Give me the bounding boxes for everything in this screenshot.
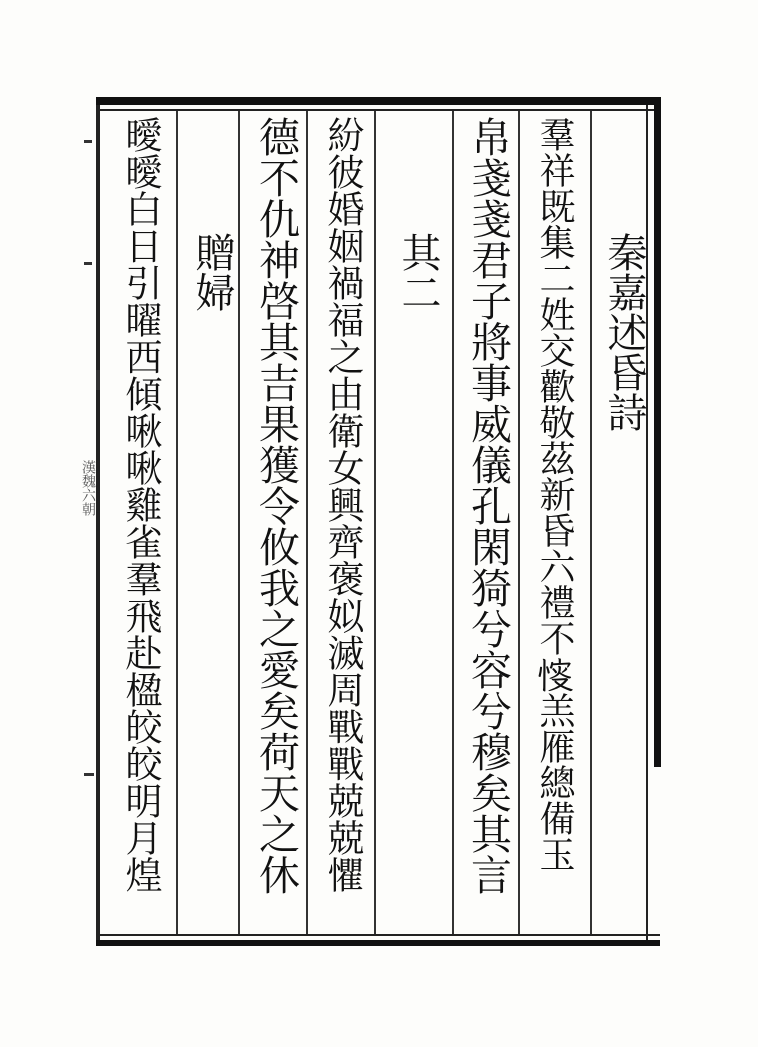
column-rule xyxy=(518,111,520,934)
frame-top-border xyxy=(96,97,660,105)
text-column-6: 德不仇神啓其吉果獲令攸我之愛矣荷天之休 xyxy=(252,116,300,895)
text-column-5: 紛彼婚姻禍福之由衛女興齊褒姒滅周戰戰兢兢懼 xyxy=(321,116,364,893)
column-rule xyxy=(590,111,592,934)
margin-mark xyxy=(84,140,92,143)
frame-bottom-border xyxy=(96,940,660,946)
frame-right-inner-border xyxy=(646,105,648,940)
frame-bottom-inner-border xyxy=(96,934,660,936)
column-rule xyxy=(306,111,308,934)
frame-right-border xyxy=(654,97,661,767)
page-number-mark xyxy=(84,773,94,776)
column-rule xyxy=(374,111,376,934)
text-column-8: 曖曖白日引曜西傾啾啾雞雀羣飛赴楹皎皎明月煌 xyxy=(119,116,162,893)
poem-title-3: 贈婦 xyxy=(189,232,235,312)
text-column-2: 羣祥既集二姓交歡敬茲新昏六禮不𢜶羔雁總備玉 xyxy=(534,116,575,872)
margin-mark xyxy=(84,262,92,265)
text-column-3: 帛戔戔君子將事威儀孔閑猗兮容兮穆矣其言 xyxy=(464,116,512,895)
margin-mark xyxy=(96,370,100,390)
margin-title: 漢魏六朝 xyxy=(80,460,96,516)
frame-left-border xyxy=(96,105,100,940)
frame-top-inner-border xyxy=(96,109,660,111)
column-rule xyxy=(238,111,240,934)
column-rule xyxy=(176,111,178,934)
column-rule xyxy=(452,111,454,934)
poem-title-1: 秦嘉述昏詩 xyxy=(601,232,647,432)
poem-title-2: 其二 xyxy=(395,232,441,312)
